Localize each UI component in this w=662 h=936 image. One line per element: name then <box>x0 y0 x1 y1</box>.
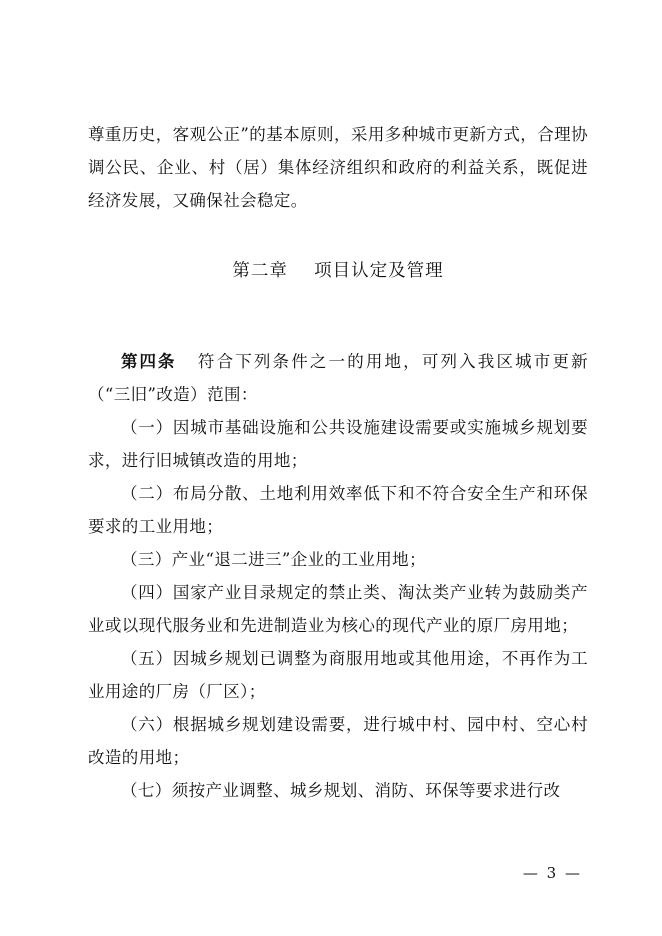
page-number: — 3 — <box>522 864 582 882</box>
chapter-heading <box>88 255 588 288</box>
list-item-5: （五）因城乡规划已调整为商服用地或其他用途，不再作为工业用途的厂房（厂区）； <box>88 649 588 701</box>
article-label: 第四条 <box>121 352 177 371</box>
page-content <box>88 118 588 807</box>
chapter-title: 项目认定及管理 <box>314 261 444 281</box>
list-item-1: （一）因城市基础设施和公共设施建设需要或实施城乡规划要求，进行旧城镇改造的用地； <box>88 418 588 470</box>
list-item-7: （七）须按产业调整、城乡规划、消防、环保等要求进行改 <box>121 781 561 800</box>
list-item-2: （二）布局分散、土地利用效率低下和不符合安全生产和环保要求的工业用地； <box>88 484 588 536</box>
article-paragraph <box>88 345 588 411</box>
chapter-number: 第二章 <box>232 261 288 281</box>
list-item-3: （三）产业“退二进三”企业的工业用地； <box>121 550 426 569</box>
article-text: 符合下列条件之一的用地，可列入我区城市更新（“三旧”改造）范围： <box>88 352 588 404</box>
list-item-4: （四）国家产业目录规定的禁止类、淘汰类产业转为鼓励类产业或以现代服务业和先进制造业为核心的现代产业的原厂房用地； <box>88 583 588 635</box>
list-item-6: （六）根据城乡规划建设需要，进行城中村、园中村、空心村改造的用地； <box>88 715 588 767</box>
continuation-paragraph: 尊重历史，客观公正”的基本原则，采用多种城市更新方式，合理协调公民、企业、村（居）集体经济组织和政府的利益关系，既促进经济发展，又确保社会稳定。 <box>88 125 588 210</box>
